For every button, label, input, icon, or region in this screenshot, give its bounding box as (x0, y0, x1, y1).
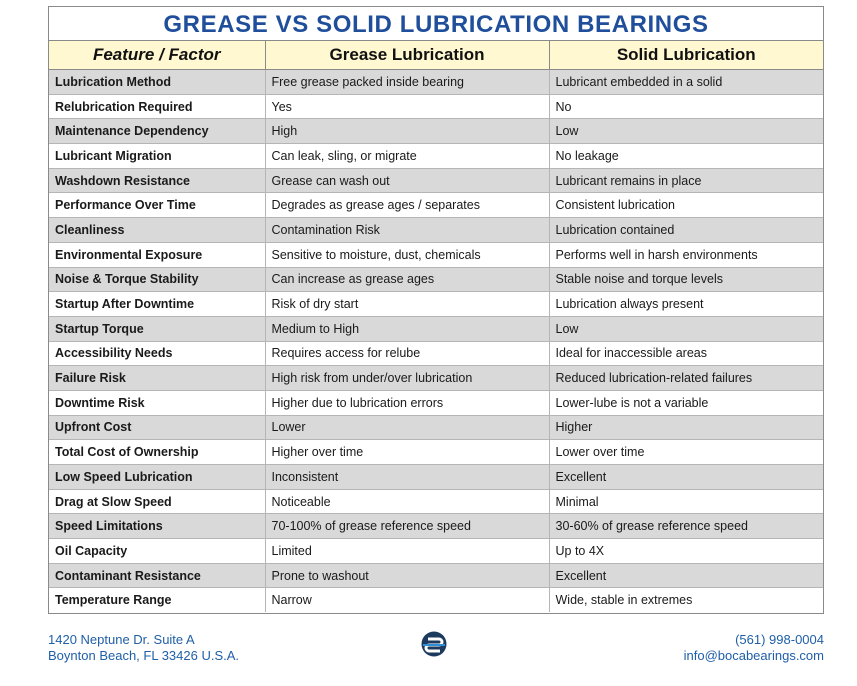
feature-cell: Contaminant Resistance (49, 563, 265, 588)
grease-cell: Can increase as grease ages (265, 267, 549, 292)
solid-cell: Minimal (549, 489, 823, 514)
header-grease: Grease Lubrication (265, 41, 549, 70)
grease-cell: Prone to washout (265, 563, 549, 588)
grease-cell: Grease can wash out (265, 168, 549, 193)
grease-cell: Medium to High (265, 316, 549, 341)
feature-cell: Failure Risk (49, 366, 265, 391)
feature-cell: Maintenance Dependency (49, 119, 265, 144)
solid-cell: Stable noise and torque levels (549, 267, 823, 292)
table-row (49, 539, 823, 564)
phone-number[interactable]: (561) 998-0004 (735, 632, 824, 647)
solid-cell: Consistent lubrication (549, 193, 823, 218)
table-row (49, 489, 823, 514)
address-line-1: 1420 Neptune Dr. Suite A (48, 632, 195, 647)
grease-cell: Higher over time (265, 440, 549, 465)
grease-cell: Free grease packed inside bearing (265, 70, 549, 95)
feature-cell: Lubricant Migration (49, 144, 265, 169)
grease-cell: Limited (265, 539, 549, 564)
table-row (49, 316, 823, 341)
grease-cell: 70-100% of grease reference speed (265, 514, 549, 539)
table-row (49, 563, 823, 588)
table-row (49, 267, 823, 292)
solid-cell: Higher (549, 415, 823, 440)
footer-address (48, 632, 239, 664)
solid-cell: Low (549, 119, 823, 144)
solid-cell: Lower over time (549, 440, 823, 465)
grease-cell: Noticeable (265, 489, 549, 514)
table-row (49, 70, 823, 95)
solid-cell: Lubrication always present (549, 292, 823, 317)
grease-cell: High risk from under/over lubrication (265, 366, 549, 391)
table-row (49, 119, 823, 144)
feature-cell: Startup After Downtime (49, 292, 265, 317)
table-row (49, 193, 823, 218)
boca-bearings-logo-icon (420, 630, 448, 658)
table-row (49, 292, 823, 317)
table-row (49, 366, 823, 391)
solid-cell: Reduced lubrication-related failures (549, 366, 823, 391)
table-row (49, 341, 823, 366)
comparison-table (49, 41, 823, 612)
solid-cell: Lubricant remains in place (549, 168, 823, 193)
feature-cell: Noise & Torque Stability (49, 267, 265, 292)
header-feature: Feature / Factor (49, 41, 265, 70)
grease-cell: Degrades as grease ages / separates (265, 193, 549, 218)
solid-cell: Low (549, 316, 823, 341)
feature-cell: Performance Over Time (49, 193, 265, 218)
page-title: GREASE VS SOLID LUBRICATION BEARINGS (49, 7, 823, 41)
feature-cell: Startup Torque (49, 316, 265, 341)
solid-cell: No leakage (549, 144, 823, 169)
table-row (49, 415, 823, 440)
table-row (49, 588, 823, 612)
feature-cell: Upfront Cost (49, 415, 265, 440)
email-link[interactable]: info@bocabearings.com (683, 648, 824, 663)
table-body (49, 70, 823, 613)
header-solid: Solid Lubrication (549, 41, 823, 70)
grease-cell: Lower (265, 415, 549, 440)
grease-cell: Yes (265, 94, 549, 119)
solid-cell: Up to 4X (549, 539, 823, 564)
solid-cell: Wide, stable in extremes (555, 593, 693, 608)
table-row (49, 242, 823, 267)
feature-cell: Oil Capacity (49, 539, 265, 564)
grease-cell: High (265, 119, 549, 144)
table-row (49, 218, 823, 243)
address-line-2: Boynton Beach, FL 33426 U.S.A. (48, 648, 240, 663)
table-row (49, 94, 823, 119)
footer-contact (684, 632, 824, 664)
solid-cell: No (549, 94, 823, 119)
feature-cell: Low Speed Lubrication (49, 465, 265, 490)
solid-cell: Lubrication contained (549, 218, 823, 243)
feature-cell: Washdown Resistance (49, 168, 265, 193)
feature-cell: Lubrication Method (49, 70, 265, 95)
grease-cell: Inconsistent (265, 465, 549, 490)
grease-cell: Risk of dry start (265, 292, 549, 317)
feature-cell: Relubrication Required (49, 94, 265, 119)
feature-cell: Total Cost of Ownership (49, 440, 265, 465)
grease-cell: Sensitive to moisture, dust, chemicals (265, 242, 549, 267)
feature-cell: Temperature Range (49, 588, 265, 612)
table-row (49, 440, 823, 465)
grease-cell: Higher due to lubrication errors (265, 390, 549, 415)
feature-cell: Environmental Exposure (49, 242, 265, 267)
grease-cell: Narrow (265, 588, 549, 612)
feature-cell: Drag at Slow Speed (49, 489, 265, 514)
grease-cell: Contamination Risk (265, 218, 549, 243)
solid-cell: Performs well in harsh environments (549, 242, 823, 267)
solid-cell: 30-60% of grease reference speed (549, 514, 823, 539)
feature-cell: Cleanliness (49, 218, 265, 243)
table-row (49, 168, 823, 193)
table-row (49, 514, 823, 539)
table-row (49, 144, 823, 169)
comparison-sheet (48, 6, 824, 614)
solid-cell: Excellent (549, 563, 823, 588)
feature-cell: Accessibility Needs (49, 341, 265, 366)
grease-cell: Can leak, sling, or migrate (265, 144, 549, 169)
grease-cell: Requires access for relube (265, 341, 549, 366)
feature-cell: Downtime Risk (49, 390, 265, 415)
table-header-row (49, 41, 823, 70)
feature-cell: Speed Limitations (49, 514, 265, 539)
table-row (49, 465, 823, 490)
table-row (49, 390, 823, 415)
solid-cell: Lower-lube is not a variable (549, 390, 823, 415)
solid-cell: Excellent (549, 465, 823, 490)
solid-cell: Ideal for inaccessible areas (549, 341, 823, 366)
solid-cell: Lubricant embedded in a solid (549, 70, 823, 95)
